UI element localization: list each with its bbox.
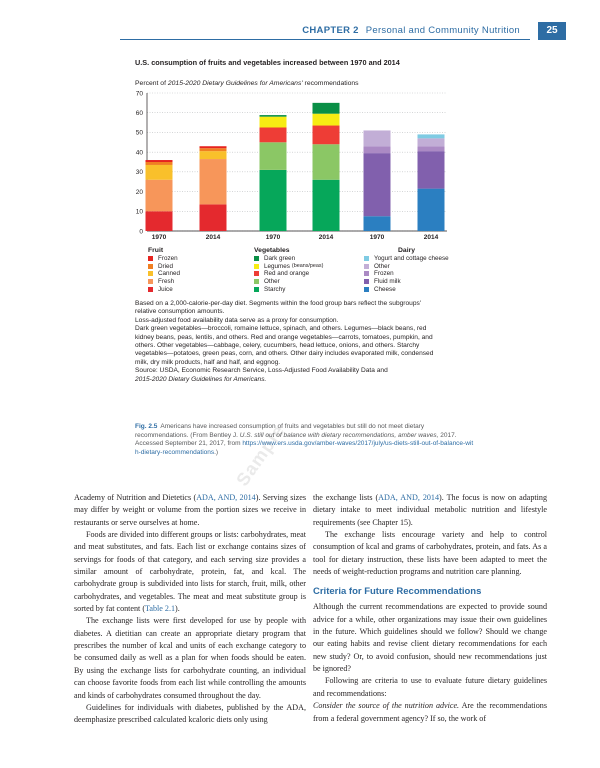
note-source [135, 367, 435, 384]
bar-segment [146, 180, 173, 212]
legend-swatch [148, 279, 153, 284]
text-run: Although the current recommendations are expected to provide sound advice for a while, other organizations may issue their own guidelines in the future. Which guidelines should we follow? Should we change our eating habits and revise client dietary recommendations for each new study? Or, to avoid confusion, should new recommendations just be ignored? [313, 602, 547, 674]
bar-segment [200, 148, 227, 151]
legend-label: Fresh [158, 278, 175, 286]
legend-fruit-title: Fruit [148, 247, 164, 254]
legend-item [364, 278, 449, 286]
bar-segment [200, 204, 227, 231]
legend-vegetables [254, 247, 323, 293]
legend-item [254, 285, 323, 293]
bar-segment [260, 170, 287, 231]
legend-label: Red and orange [264, 270, 310, 278]
bar-segment [200, 151, 227, 159]
citation-link[interactable]: Table 2.1 [145, 604, 176, 614]
legend-swatch [254, 264, 259, 269]
legend-label: Dark green [264, 255, 296, 263]
y-tick-label: 30 [135, 169, 143, 177]
bar-segment [146, 160, 173, 162]
bar-segment [418, 138, 445, 146]
bar-segment [200, 146, 227, 148]
legend-veg-title: Vegetables [254, 247, 290, 254]
bar-segment [260, 117, 287, 128]
chapter-title: Personal and Community Nutrition [365, 25, 520, 36]
legend-item [254, 255, 323, 263]
caption-end: .) [214, 448, 219, 456]
legend-label: Frozen [158, 255, 178, 263]
legend-item [364, 263, 449, 271]
y-tick-label: 20 [135, 188, 143, 196]
legend-swatch [254, 279, 259, 284]
caption-label: Fig. 2.5 [135, 423, 158, 430]
body-paragraph [313, 675, 547, 700]
caption-text2: 2017. Accessed September 21, 2017, from [135, 431, 457, 448]
y-tick-label: 50 [135, 129, 143, 137]
legend-swatch [364, 271, 369, 276]
header-rule [120, 39, 530, 40]
text-run: Are the recommendations from a federal government agency? If so, the work of [313, 701, 547, 723]
x-tick-label: 1970 [151, 234, 167, 241]
body-paragraph [74, 492, 306, 529]
legend-dairy [364, 247, 449, 293]
note-basis: Based on a 2,000-calorie-per-day diet. Segments within the food group bars reflect the subgroups' relative consumption amounts. [135, 300, 422, 316]
legend-swatch [148, 287, 153, 292]
legend-item [254, 278, 323, 286]
legend-fruit [148, 247, 180, 293]
y-tick-label: 10 [135, 208, 143, 216]
x-tick-label: 2014 [423, 234, 439, 241]
y-tick-label: 60 [135, 110, 143, 118]
note-definitions: Dark green vegetables—broccoli, romaine lettuce, spinach, and others. Legumes—black beans, red kidney beans, peas, lentils, and others. Red and orange vegetables—carrots, tomatoes, pumpkin, and others. Other vegetables—cabbage, celery, cucumbers, head lettuce, onions, and others. Starchy vegetables—potatoes, green peas, corn, and others. Other dairy includes evaporated milk, condensed milk, dry milk products, half and half, and eggnog. [135, 325, 434, 366]
y-tick-label: 70 [135, 90, 143, 98]
y-label-italic: 2015-2020 Dietary Guidelines for Americans' [167, 80, 303, 87]
figure-notes [135, 300, 435, 384]
legend-item [364, 255, 449, 263]
legend-swatch [364, 279, 369, 284]
running-header [0, 25, 600, 39]
figure-caption [135, 423, 475, 457]
chapter-number: CHAPTER 2 [302, 25, 359, 36]
legend-item [254, 263, 323, 271]
legend-label: Dried [158, 262, 174, 270]
bar-segment [418, 151, 445, 188]
legend-dairy-title: Dairy [398, 247, 416, 254]
body-paragraph [313, 700, 547, 725]
legend-item [148, 263, 180, 271]
legend-label: Frozen [374, 270, 394, 278]
legend-swatch [148, 271, 153, 276]
body-paragraph [74, 615, 306, 701]
text-run: Consider the source of the nutrition advice. [313, 701, 460, 711]
legend-swatch [148, 264, 153, 269]
legend-label: Juice [158, 285, 173, 293]
text-run: ). Serving sizes may differ by weight or volume from the portion sizes we receive in restaurants or serve ourselves at home. [74, 493, 306, 527]
bar-segment [313, 103, 340, 114]
bar-segment [200, 159, 227, 204]
x-tick-label: 2014 [205, 234, 221, 241]
figure-title: U.S. consumption of fruits and vegetables increased between 1970 and 2014 [135, 58, 400, 67]
caption-text: Americans have increased consumption of fruits and vegetables but still do not meet dietary recommendations. (From Bentley J. [135, 423, 425, 439]
stacked-bar-chart [115, 88, 455, 248]
text-run: ). [175, 604, 180, 614]
caption-url[interactable]: https://www.ers.usda.gov/amber-waves/2017/july/us-diets-still-out-of-balance-with-dietary-recommendations [135, 440, 474, 456]
bar-segment [146, 211, 173, 231]
bar-segment [364, 216, 391, 231]
legend-swatch [364, 256, 369, 261]
body-paragraph [74, 702, 306, 727]
body-paragraph [74, 529, 306, 615]
body-paragraph [313, 601, 547, 675]
legend-swatch [364, 264, 369, 269]
bar-segment [418, 189, 445, 231]
x-tick-label: 1970 [369, 234, 385, 241]
legend-label: Fluid milk [374, 278, 401, 286]
legend-label: Other [264, 278, 280, 286]
body-column-left [74, 492, 306, 727]
bar-segment [260, 128, 287, 143]
bar-segment [418, 134, 445, 138]
chapter-heading [302, 25, 520, 36]
text-run: the exchange lists ( [313, 493, 379, 502]
legend-label: Other [374, 262, 390, 270]
bar-segment [146, 162, 173, 165]
legend-swatch [148, 256, 153, 261]
caption-italic: U.S. still out of balance with dietary recommendations, amber waves, [239, 431, 439, 439]
citation-link[interactable]: ADA, AND, 2014 [378, 493, 440, 502]
legend-swatch [254, 256, 259, 261]
bar-segment [364, 130, 391, 146]
bar-segment [260, 115, 287, 117]
legend-label: Legumes [264, 262, 290, 270]
bar-segment [313, 126, 340, 145]
bar-segment [313, 144, 340, 179]
source-italic: 2015-2020 Dietary Guidelines for Americans. [135, 375, 267, 383]
note-proxy: Loss-adjusted food availability data serve as a proxy for consumption. [135, 316, 339, 324]
bar-segment [313, 114, 340, 126]
page-number: 25 [538, 22, 566, 40]
bar-segment [260, 142, 287, 170]
legend-swatch [254, 271, 259, 276]
legend-item [364, 270, 449, 278]
bar-segment [364, 153, 391, 216]
x-tick-label: 2014 [318, 234, 334, 241]
text-run: The exchange lists encourage variety and help to control consumption of kcal and grams of carbohydrates, protein, and fats. As a tool for dietary instruction, these lists have been adapted to meet the needs of weight-reduction programs and nutrition care planning. [313, 530, 547, 577]
legend-item [148, 255, 180, 263]
y-tick-label: 0 [139, 228, 143, 236]
legend-label: Cheese [374, 285, 396, 293]
chart-y-label [135, 80, 359, 87]
source-text: Source: USDA, Economic Research Service, Loss-Adjusted Food Availability Data and [135, 367, 388, 375]
bar-segment [146, 165, 173, 180]
text-run: Academy of Nutrition and Dietetics ( [74, 493, 197, 502]
legend-label: Starchy [264, 285, 286, 293]
legend-item [148, 285, 180, 293]
legend-label: Yogurt and cottage cheese [374, 255, 449, 263]
watermark: Sample [232, 420, 289, 490]
legend-item [148, 270, 180, 278]
bar-segment [364, 146, 391, 153]
legend-item [148, 278, 180, 286]
legend-label: Canned [158, 270, 181, 278]
section-heading: Criteria for Future Recommendations [313, 586, 482, 598]
body-paragraph [313, 529, 547, 578]
x-tick-label: 1970 [265, 234, 281, 241]
y-tick-label: 40 [135, 149, 143, 157]
text-run: Foods are divided into different groups or lists: carbohydrates, meat and meat substitutes, and fats. Each list or exchange contains sizes of servings for foods of that category, and each serving size provides a similar amount of carbohydrate, protein, fat, and kcal. The carbohydrate group is subdivided into lists for starch, fruit, milk, other carbohydrates, and vegetables. The meat and meat substitute group is sorted by fat content ( [74, 530, 306, 614]
legend-item [254, 270, 323, 278]
citation-link[interactable]: ADA, AND, 2014 [196, 493, 256, 502]
legend-item [364, 285, 449, 293]
bar-segment [313, 180, 340, 231]
text-run: Following are criteria to use to evaluate future dietary guidelines and recommendations: [313, 676, 547, 698]
text-run: Guidelines for individuals with diabetes, published by the ADA, deemphasize prescribed calculated kcaloric diets only using [74, 702, 306, 725]
y-label-prefix: Percent of [135, 80, 168, 87]
body-column-right [313, 492, 547, 725]
body-paragraph [313, 492, 547, 529]
bar-segment [418, 146, 445, 151]
y-label-suffix: recommendations [302, 80, 359, 87]
text-run: ). The focus is now on adapting dietary intake to meet individual metabolic nutrition and lifestyle requirements (see Chapter 15). [313, 493, 547, 527]
legend-swatch [364, 287, 369, 292]
text-run: The exchange lists were first developed for use by people with diabetes. A dietitian can create an appropriate dietary program that prescribes the number of kcal and units of each exchange category to be consumed daily as well as a plan for when foods should be eaten. By using the exchange lists for carbohydrate counting, an individual can choose favorite foods from each list while controlling the amounts and kinds of carbohydrates consumed throughout the day. [74, 616, 306, 700]
legend-swatch [254, 287, 259, 292]
legend-note: (beans/peas) [291, 263, 324, 270]
